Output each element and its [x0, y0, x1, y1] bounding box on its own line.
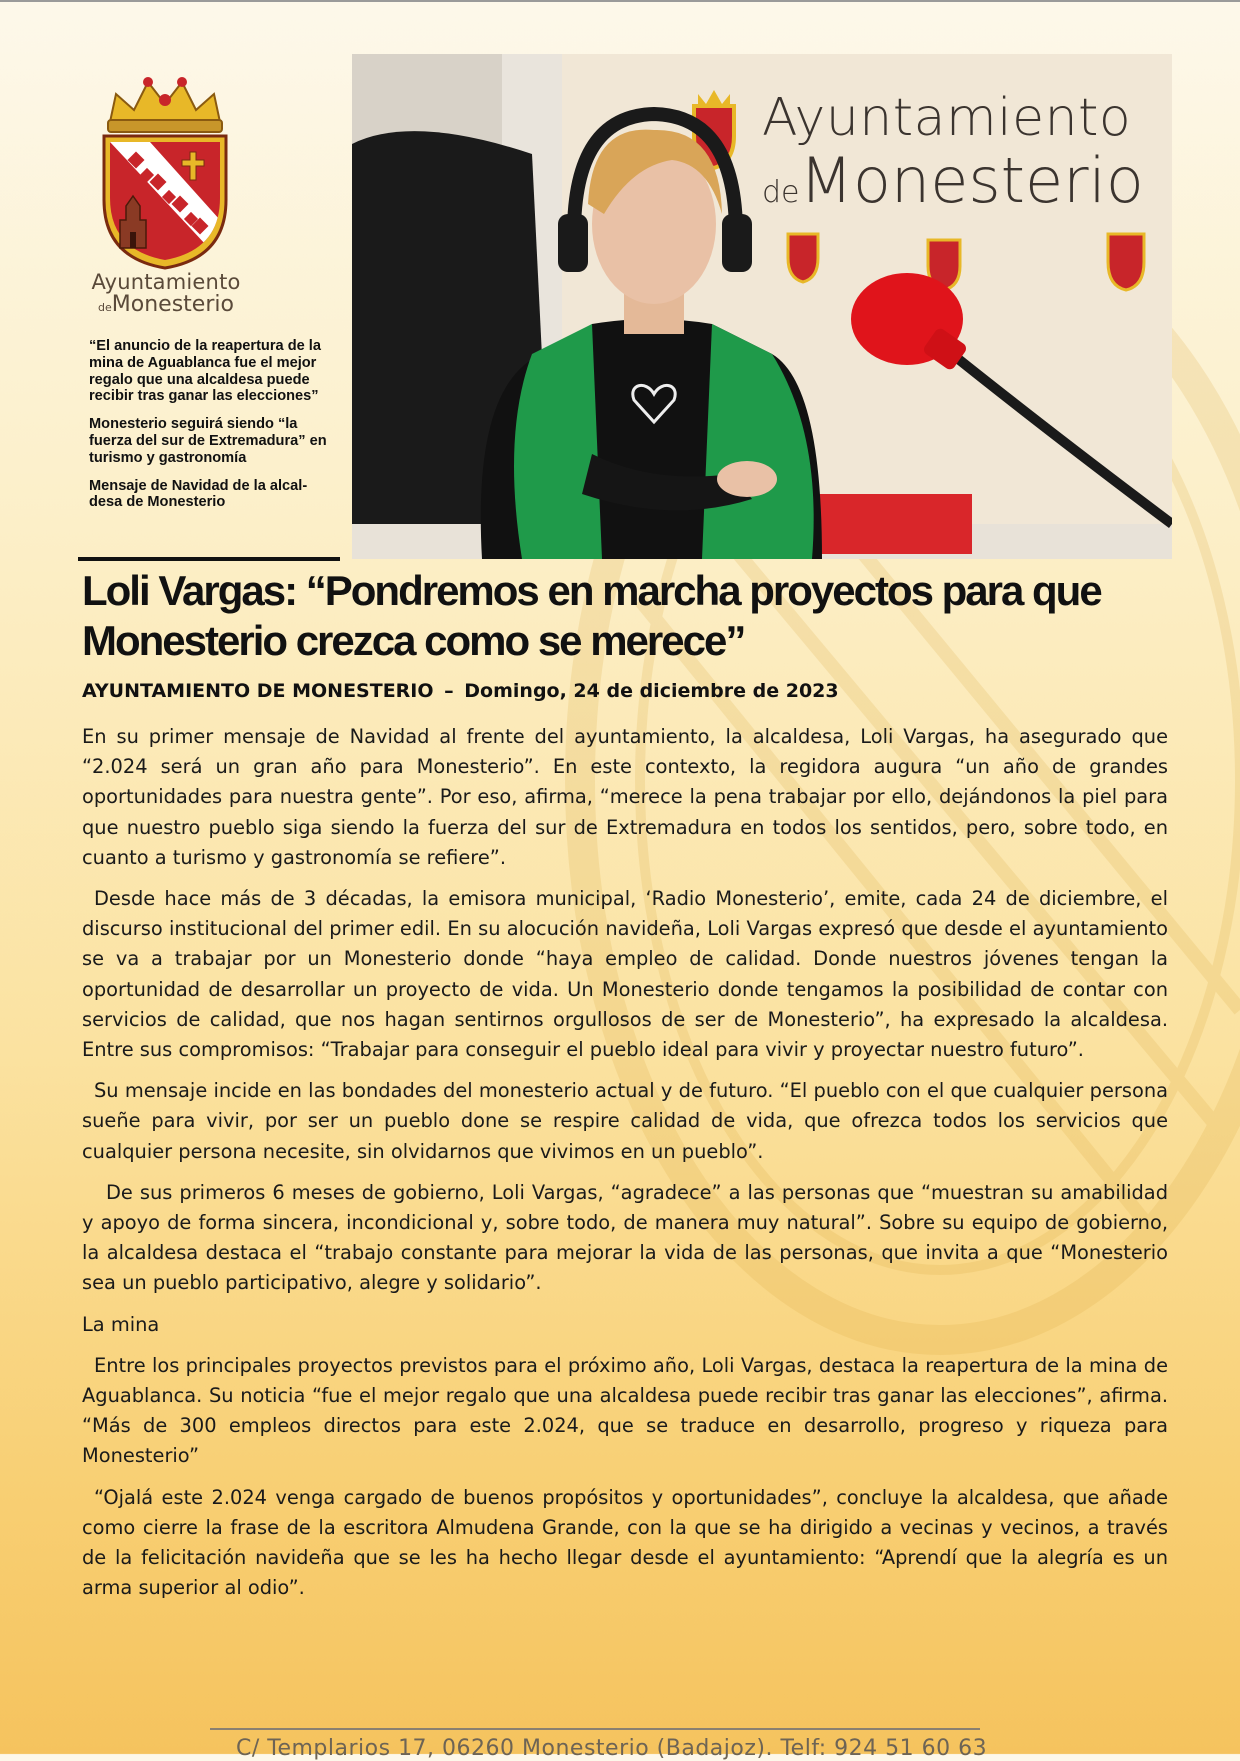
highlight-1: “El anuncio de la reapertura de la mina de Aguablanca fue el mejor regalo que una alcaldesa puede recibir tras ganar las elecciones”: [89, 338, 321, 405]
byline-source: AYUNTAMIENTO DE MONESTERIO: [82, 680, 434, 702]
article-paragraph-1: En su primer mensaje de Navidad al frente del ayuntamiento, la alcaldesa, Loli Vargas, ha asegurado que “2.024 será un gran año para Monesterio”. En este contexto, la regidora augura “un año de grandes oportunidades para nuestra gente”. Por eso, afirma, “merece la pena trabajar por ello, dejándonos la piel para que nuestro pueblo siga siendo la fuerza del sur de Extremadura en todos los sentidos, pero, sobre todo, en cuanto a turismo y gastronomía se refiere”.: [82, 725, 1168, 869]
highlight-3: Mensaje de Navidad de la alcal-desa de Monesterio: [89, 477, 308, 511]
sidebar-divider: [78, 557, 340, 561]
article-headline: Loli Vargas: “Pondremos en marcha proyectos para que Monesterio crezca como se merece”: [82, 567, 1101, 664]
article-paragraph-4: De sus primeros 6 meses de gobierno, Loli Vargas, “agradece” a las personas que “muestran su amabilidad y apoyo de forma sincera, incondicional y, sobre todo, de manera muy natural”. Sobre su equipo de gobierno, la alcaldesa destaca el “trabajo constante para mejorar la vida de las personas, que invita a que “Monesterio sea un pueblo participativo, alegre y solidario”.: [82, 1180, 1168, 1295]
logo-name-prefix: de: [98, 301, 112, 314]
backdrop-line2: [762, 144, 1144, 217]
highlight-2: Monesterio seguirá siendo “la fuerza del sur de Extremadura” en turismo y gastronomía: [89, 416, 327, 466]
article-paragraph-6: “Ojalá este 2.024 venga cargado de buenos propósitos y oportunidades”, concluye la alcaldesa, que añade como cierre la frase de la escritora Almudena Grande, con la que se ha dirigido a vecinas y vecinos, a través de la felicitación navideña que se les ha hecho llegar desde el ayuntamiento: “Aprendí que la alegría es un arma superior al odio”.: [82, 1485, 1168, 1600]
article-byline: [82, 680, 839, 702]
article-paragraph-3: Su mensaje incide en las bondades del monesterio actual y de futuro. “El pueblo con el que cualquier persona sueñe para vivir, por ser un pueblo done se respire calidad de vida, que ofrezca todos los servicios que cualquier persona necesite, sin olvidarnos que vivimos en un pueblo”.: [82, 1079, 1168, 1163]
backdrop-town: Monesterio: [799, 144, 1144, 217]
backdrop-prefix: de: [762, 175, 800, 210]
byline-separator: –: [444, 680, 454, 702]
article-body: [82, 722, 1168, 1614]
logo-name-line1: Ayuntamiento: [91, 270, 241, 294]
logo-name-town: Monesterio: [111, 292, 234, 317]
page-top-border: [0, 0, 1240, 6]
footer-divider: [210, 1728, 980, 1730]
article-paragraph-5: Entre los principales proyectos previstos para el próximo año, Loli Vargas, destaca la reapertura de la mina de Aguablanca. Su noticia “fue el mejor regalo que una alcaldesa puede recibir tras ganar las elecciones”, afirma. “Más de 300 empleos directos para este 2.024, que se traduce en desarrollo, progreso y riqueza para Monesterio”: [82, 1353, 1168, 1468]
footer-address: C/ Templarios 17, 06260 Monesterio (Badajoz). Telf: 924 51 60 63: [236, 1736, 988, 1761]
byline-date: Domingo, 24 de diciembre de 2023: [464, 680, 839, 702]
article-paragraph-2: Desde hace más de 3 décadas, la emisora municipal, ‘Radio Monesterio’, emite, cada 24 de diciembre, el discurso institucional del primer edil. En su alocución navideña, Loli Vargas expresó que desde el ayuntamiento se va a trabajar por un Monesterio donde “haya empleo de calidad. Donde nuestros jóvenes tengan la oportunidad de desarrollar un proyecto de vida. Un Monesterio donde tengamos la posibilidad de contar con servicios de calidad, que nos hagan sentirnos orgullosos de ser de Monesterio”, ha expresado la alcaldesa. Entre sus compromisos: “Trabajar para conseguir el pueblo ideal para vivir y proyectar nuestro futuro”.: [82, 887, 1168, 1062]
mayor-radio-studio-photo: [352, 54, 1172, 559]
article-subheading: La mina: [82, 1312, 160, 1336]
backdrop-line1: Ayuntamiento: [762, 88, 1132, 148]
ayuntamiento-logo-caption: [86, 270, 246, 317]
ayuntamiento-crest-logo: [90, 70, 240, 270]
sidebar-highlights: [89, 338, 329, 522]
logo-name-line2: [86, 292, 246, 317]
backdrop-signage: [762, 88, 1144, 217]
